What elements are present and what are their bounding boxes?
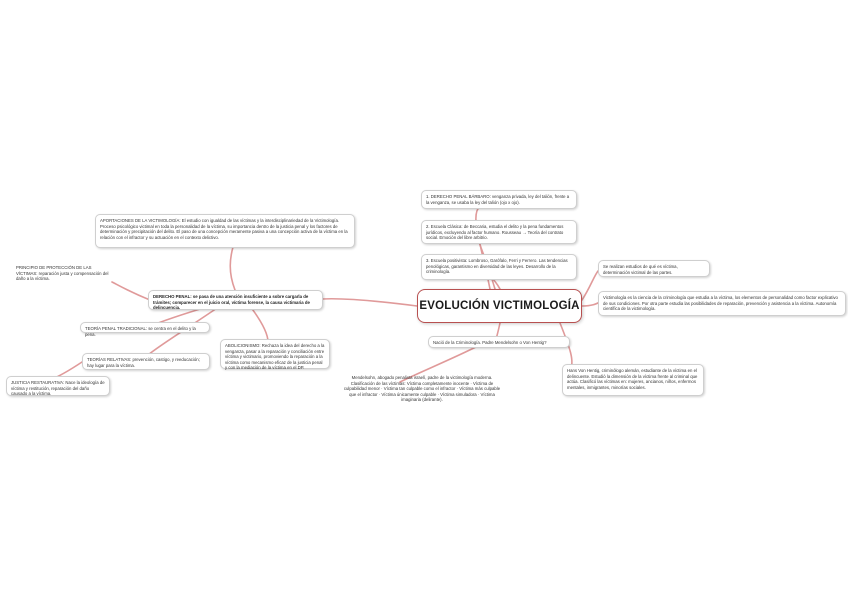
node-derecho-penal-barbaro: 1. DERECHO PENAL BÁRBARO: venganza privada, ley del talión, frente a la venganza, se usaba la ley del talión (ojo x ojo).	[421, 190, 577, 209]
link-root-derecho-penal	[322, 299, 417, 306]
link-hub-principio	[112, 282, 150, 300]
node-teorias-relativas: TEORÍAS RELATIVAS: prevención, castigo, y reeducación; hay lugar para la víctima.	[82, 353, 210, 370]
node-factores-estudio: Se realizan estudios de qué es víctima, determinación victimal de las partes.	[598, 260, 710, 277]
node-victimologia-ciencia: Victimología es la ciencia de la criminología que estudia a la víctima, los elementos de personalidad como factor explicativo de sus condiciones. Por otra parte estudia las posibilidades de reparación, prevención y asistencia a la víctima. Autonomía científica de la victimología.	[598, 291, 846, 316]
link-hub-abolicionismo	[250, 306, 268, 342]
node-principio-proteccion: PRINCIPIO DE PROTECCIÓN DE LAS VÍCTIMAS: reparación justa y compensación del daño a la víctima.	[16, 265, 109, 282]
node-aportaciones-victimologia: APORTACIONES DE LA VICTIMOLOGÍA: El estudio con igualdad de las víctimas y la interdisciplinariedad de la Victimología. Proceso psicológico victimal en toda la personalidad de la víctima, su importancia dentro de la justicia penal y los factores de determinación y precipitación del delito. El paso de una concepción meramente pasiva a una concepción activa de la víctima en la relación con el infractor y su actuación en el contexto delictivo.	[95, 214, 355, 248]
node-derecho-penal-hub: DERECHO PENAL: se pasa de una atención insuficiente a sobre cargarla de trámites; comparecer en el juicio oral, víctima forense, la causa victimaria de delincuencia.	[148, 290, 323, 310]
node-teoria-penal-tradicional: TEORÍA PENAL TRADICIONAL: se centra en el delito y la pena.	[80, 322, 210, 333]
link-root-factores	[582, 271, 598, 300]
link-hub-aportaciones	[230, 247, 235, 290]
node-abolicionismo: ABOLICIONISMO: Rechaza la idea del derecho a la venganza, pasar a la reparación y conciliación entre víctima y victimario, promoviendo la reparación a la víctima como mecanismo eficaz de la justicia penal y con la mediación de la víctima en el DP.	[220, 339, 330, 369]
root-node-title: EVOLUCIÓN VICTIMOLOGÍA	[417, 289, 582, 323]
node-justicia-restaurativa: JUSTICIA RESTAURATIVA: Nace la ideología de víctima y restitución, reparación del daño causado a la víctima.	[6, 376, 110, 396]
node-hans-von-hentig: Hans Von Hentig, criminólogo alemán, estudiante de la víctima en el delincuente. Estudió la dimensión de la víctima frente al criminal que actúa. Clasificó las víctimas en: mujeres, ancianos, niños, enfermos mentales, inmigrantes, minorías sociales.	[562, 364, 704, 396]
node-mendelsohn-clasificacion: Mendelsohn, abogado penalista israelí, padre de la victimología moderna. Clasificación de las víctimas: Víctima completamente inocente · Víctima de culpabilidad menor · Víctima tan culpable como el infractor · Víctima más culpable que el infractor · Víctima únicamente culpable · Víctima simuladora · Víctima imaginaria (delirante).	[343, 375, 501, 403]
node-nacio-criminologia: Nació de la Criminología. Padre Mendelsohn o Von Hentig?	[428, 336, 570, 348]
node-escuela-clasica: 2. Escuela Clásica: de Beccaria, estudia el delito y la pena fundamentos jurídicos, excluyendo al factor humano. Rousseau → Teoría del contrato social. Emoción del libre arbitrio.	[421, 220, 577, 244]
node-escuela-positivista: 3. Escuela positivista: Lombroso, Garófalo, Ferri y Ferrero. Las tendencias penológicas, garantismo en diversidad de las leyes. Desarrollo de la criminología.	[421, 254, 577, 280]
